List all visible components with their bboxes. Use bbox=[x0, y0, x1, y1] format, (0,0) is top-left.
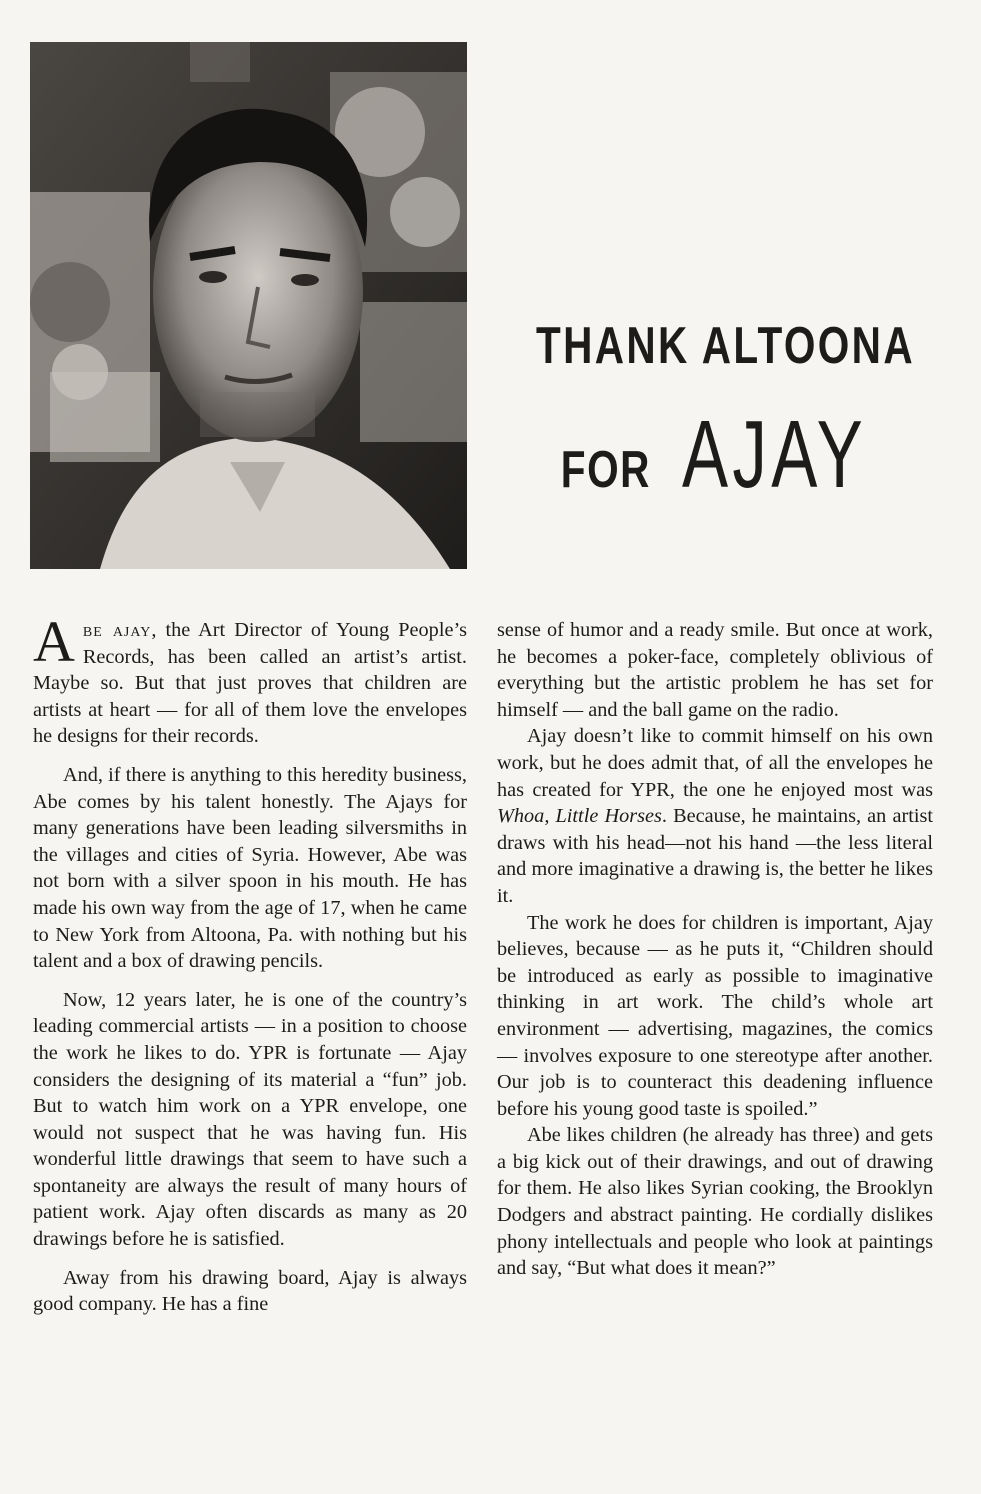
portrait-photo bbox=[30, 42, 467, 569]
lead-in: be ajay bbox=[82, 619, 152, 641]
paragraph-4: Away from his drawing board, Ajay is always good company. He has a fine bbox=[33, 1266, 467, 1316]
paragraph-7: Abe likes children (he already has three) and gets a big kick out of their drawings, and out of drawing for them. He also likes Syrian cooking, the Brooklyn Dodgers and abstract painting. He cordially dislikes phony intellectuals and people who look at paintings and say, “But what does it mean?” bbox=[497, 1124, 933, 1280]
paragraph-5 bbox=[497, 723, 933, 909]
paragraph-2: And, if there is anything to this heredity business, Abe comes by his talent honestly. The Ajays for many generations have been leading silversmiths in the villages and cities of Syria. However, Abe was not born with a silver spoon in his mouth. He has made his own way from the age of 17, when he came to New York from Altoona, Pa. with nothing but his talent and a box of drawing pencils. bbox=[33, 763, 467, 973]
headline-line-1: THANK ALTOONA bbox=[536, 317, 915, 375]
paragraph-1-text: , the Art Director of Young People’s Records, has been called an artist’s artist. Maybe so. But that just proves that children are artists at heart — for all of them love the envelopes he designs for their records. bbox=[33, 619, 467, 748]
drop-cap: A bbox=[33, 609, 75, 674]
article-column-right bbox=[497, 617, 933, 1282]
paragraph-3: Now, 12 years later, he is one of the country’s leading commercial artists — in a position to choose the work he likes to do. YPR is fortunate — Ajay considers the designing of its material a “fun” job. But to watch him work on a YPR envelope, one would not suspect that he was having fun. His wonderful little drawings that seem to have such a spontaneity are always the result of many hours of patient work. Ajay often discards as many as 20 drawings before he is satisfied. bbox=[33, 988, 467, 1251]
paragraph-5-text-a: Ajay doesn’t like to commit himself on his own work, but he does admit that, of all the envelopes he has created for YPR, the one he enjoyed most was bbox=[497, 725, 933, 801]
paragraph-1 bbox=[33, 609, 467, 750]
paragraph-6: The work he does for children is important, Ajay believes, because — as he puts it, “Children should be introduced as early as possible to imaginative thinking in art work. The child’s whole art environment — advertising, magazines, the comics — involves exposure to one stereotype after another. Our job is to counteract this deadening influence before his young good taste is spoiled.” bbox=[497, 911, 933, 1120]
record-title: Whoa, Little Horses bbox=[497, 805, 662, 828]
portrait-photo-icon bbox=[30, 42, 467, 569]
headline-line-2 bbox=[470, 400, 981, 510]
headline-for: FOR bbox=[560, 441, 652, 499]
headline-name: AJAY bbox=[681, 401, 867, 508]
article-column-left bbox=[33, 609, 467, 1318]
paragraph-5-text-b: . Because, he maintains, an artist draws with his head—not his hand —the less literal and more imaginative a drawing is, the better he likes it. bbox=[497, 805, 933, 907]
paragraph-4-continued: sense of humor and a ready smile. But once at work, he becomes a poker-face, completely oblivious of everything but the artistic problem he has set for himself — and the ball game on the radio. bbox=[497, 619, 933, 721]
